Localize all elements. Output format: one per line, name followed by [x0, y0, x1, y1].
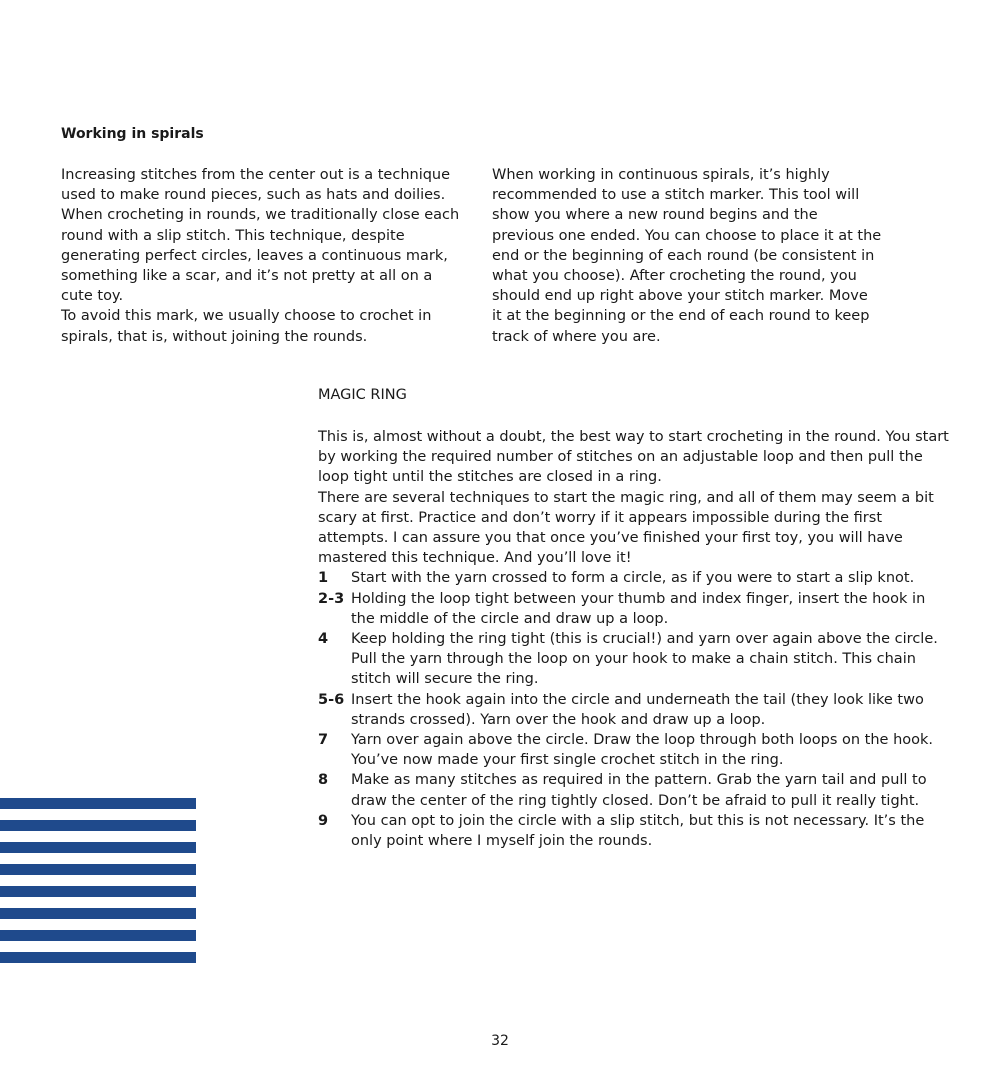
step-text: Holding the loop tight between your thumb and index finger, insert the hook in the middle of the circle and draw up a loop. [351, 590, 926, 627]
step-text: You can opt to join the circle with a slip stitch, but this is not necessary. It’s the only point where I myself join the rounds. [351, 812, 925, 850]
stripe [0, 886, 196, 897]
steps-list [318, 568, 950, 851]
step-number: 8 [318, 772, 329, 789]
step-item [318, 730, 950, 770]
step-item [318, 568, 950, 588]
step-text: Insert the hook again into the circle and underneath the tail (they look like two strands crossed). Yarn over the hook and draw up a loop. [351, 691, 924, 728]
left-column [61, 165, 461, 347]
stripe [0, 952, 196, 963]
step-item [318, 811, 950, 851]
stripe [0, 930, 196, 941]
step-text: Yarn over again above the circle. Draw the loop through both loops on the hook. You’ve now made your first single crochet stitch in the ring. [351, 732, 934, 769]
step-number: 4 [318, 631, 329, 648]
decorative-stripes [0, 798, 196, 974]
step-number: 1 [318, 570, 329, 587]
stripe [0, 798, 196, 809]
stripe [0, 864, 196, 875]
step-text: Keep holding the ring tight (this is crucial!) and yarn over again above the circle. Pull the yarn through the loop on your hook to make a chain stitch. This chain stitch will secure the ring. [351, 631, 938, 688]
stripe [0, 842, 196, 853]
step-item [318, 629, 950, 690]
page-number: 32 [491, 1033, 509, 1049]
step-number: 7 [318, 732, 329, 749]
left-paragraph-2: To avoid this mark, we usually choose to crochet in spirals, that is, without joining the rounds. [61, 308, 432, 345]
step-text: Make as many stitches as required in the pattern. Grab the yarn tail and pull to draw the center of the ring tightly closed. Don’t be afraid to pull it really tight. [351, 772, 927, 809]
step-item [318, 690, 950, 730]
magic-ring-paragraph-1: This is, almost without a doubt, the best way to start crocheting in the round. You start by working the required number of stitches on an adjustable loop and then pull the loop tight until the stitches are closed in a ring. [318, 429, 949, 486]
step-number: 9 [318, 812, 329, 829]
step-text: Start with the yarn crossed to form a circle, as if you were to start a slip knot. [351, 570, 915, 587]
right-paragraph-1: When working in continuous spirals, it’s highly recommended to use a stitch marker. This tool will show you where a new round begins and the previous one ended. You can choose to place it at the end or the beginning of each round (be consistent in what you choose). After crocheting the round, you should end up right above your stitch marker. Move it at the beginning or the end of each round to keep track of where you are. [492, 167, 882, 345]
magic-ring-title: MAGIC RING [318, 387, 407, 403]
left-paragraph-1: Increasing stitches from the center out is a technique used to make round pieces, such as hats and doilies. When crocheting in rounds, we traditionally close each round with a slip stitch. This technique, despite generating perfect circles, leaves a continuous mark, something like a scar, and it’s not pretty at all on a cute toy. [61, 167, 460, 305]
stripe [0, 820, 196, 831]
magic-ring-paragraph-2: There are several techniques to start the magic ring, and all of them may seem a bit scary at first. Practice and don’t worry if it appears impossible during the first attempts. I can assure you that once you’ve finished your first toy, you will have mastered this technique. And you’ll love it! [318, 489, 934, 567]
stripe [0, 908, 196, 919]
step-number: 2-3 [318, 590, 345, 607]
magic-ring-body [318, 427, 950, 851]
right-column [492, 165, 882, 347]
step-number: 5-6 [318, 691, 345, 708]
step-item [318, 770, 950, 810]
section-heading: Working in spirals [61, 126, 204, 142]
step-item [318, 589, 950, 629]
